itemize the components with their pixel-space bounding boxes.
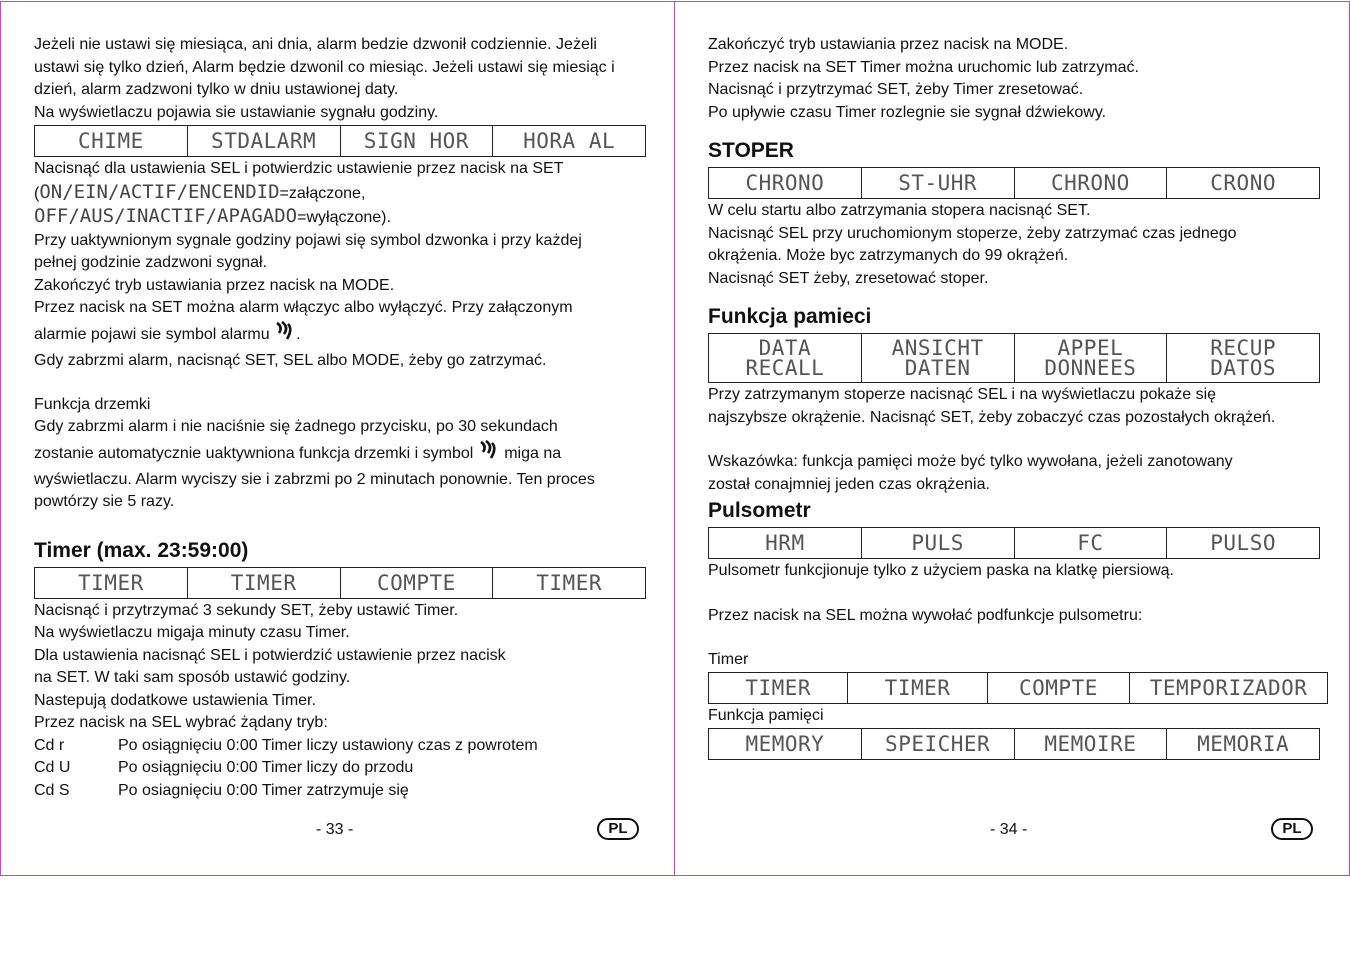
lcd-cell: STDALARM	[187, 126, 340, 157]
alarm-icon	[478, 440, 500, 460]
paragraph: Przez nacisk na SET można alarm włączyc albo wyłączyć. Przy załączonym	[34, 299, 573, 316]
paragraph: pełnej godzinie zadzwoni sygnał.	[34, 254, 268, 271]
paragraph: Przez nacisk na SET Timer można uruchomic lub zatrzymać.	[708, 58, 1139, 76]
mode-row	[34, 780, 646, 803]
paragraph: ustawi się tylko dzień, Alarm będzie dzwonil co miesiąc. Jeżeli ustawi się miesiąc i	[34, 58, 615, 76]
paragraph: Zakończyć tryb ustawiania przez nacisk na MODE.	[34, 276, 395, 294]
paragraph: zostanie automatycznie uaktywniona funkcja drzemki i symbol	[34, 444, 474, 462]
paren: (	[34, 184, 40, 202]
on-meaning: =załączone,	[279, 184, 366, 202]
timer-heading: Timer (max. 23:59:00)	[34, 538, 249, 562]
paragraph: W celu startu albo zatrzymania stopera nacisnąć SET.	[708, 202, 1091, 219]
off-meaning: =wyłączone).	[297, 209, 391, 226]
period: .	[296, 325, 301, 343]
left-column	[34, 34, 646, 802]
alarm-icon	[274, 321, 296, 341]
right-column	[708, 34, 1328, 761]
paragraph: Pulsometr funkcjionuje tylko z użyciem paska na klatkę piersiową.	[708, 562, 1174, 579]
paragraph: Nacisnąć i przytrzymać SET, żeby Timer zresetować.	[708, 81, 1084, 98]
lcd-line: DATEN	[904, 356, 971, 380]
paragraph: okrążenia. Może byc zatrzymanych do 99 okrążeń.	[708, 247, 1069, 264]
stoper-heading: STOPER	[708, 139, 794, 162]
lcd-cell: MEMORIA	[1167, 729, 1320, 760]
paragraph: na SET. W taki sam sposób ustawić godziny.	[34, 669, 351, 686]
lcd-cell: TIMER	[709, 673, 848, 704]
lcd-cell: FC	[1014, 528, 1167, 559]
lcd-cell: SPEICHER	[861, 729, 1014, 760]
paragraph: Gdy zabrzmi alarm, nacisnąć SET, SEL albo MODE, żeby go zatrzymać.	[34, 351, 547, 369]
sub-memory-display-table	[708, 728, 1320, 760]
lcd-cell: CHIME	[35, 126, 188, 157]
sub-timer-title: Timer	[708, 651, 749, 668]
paragraph: Na wyświetlaczu migaja minuty czasu Timer.	[34, 624, 350, 641]
mode-key: Cd S	[34, 781, 70, 799]
lcd-cell: PULS	[861, 528, 1014, 559]
lcd-cell: PULSO	[1167, 528, 1320, 559]
paragraph: Nacisnąć i przytrzymać 3 sekundy SET, żeby ustawić Timer.	[34, 601, 459, 619]
lcd-cell: MEMORY	[709, 729, 862, 760]
paragraph: Nacisnąć SET żeby, zresetować stoper.	[708, 269, 989, 287]
lcd-line: ANSICHT	[891, 336, 984, 360]
page-number: - 33 -	[316, 821, 354, 838]
lcd-cell: SIGN HOR	[340, 126, 493, 157]
snooze-symbol-line	[34, 439, 646, 469]
sub-timer-display-table	[708, 672, 1328, 704]
lcd-cell: TIMER	[187, 567, 340, 598]
lcd-cell: HRM	[709, 528, 862, 559]
alarm-symbol-line	[34, 320, 646, 350]
paragraph: został conajmniej jeden czas okrążenia.	[708, 475, 990, 493]
lcd-cell: TIMER	[35, 567, 188, 598]
lcd-cell: TEMPORIZADOR	[1130, 673, 1328, 704]
lcd-line: DONNEES	[1044, 356, 1137, 380]
paragraph: powtórzy sie 5 razy.	[34, 493, 175, 510]
mode-text: Po osiągnięciu 0:00 Timer liczy do przodu	[118, 759, 414, 776]
lcd-cell	[1167, 334, 1320, 383]
language-badge: PL	[597, 818, 639, 840]
lcd-cell: TIMER	[848, 673, 987, 704]
mode-key: Cd r	[34, 736, 65, 754]
paragraph: alarmie pojawi sie symbol alarmu	[34, 325, 270, 343]
paragraph: Na wyświetlaczu pojawia sie ustawianie sygnału godziny.	[34, 103, 439, 121]
snooze-title: Funkcja drzemki	[34, 396, 151, 413]
paragraph: Nastepują dodatkowe ustawienia Timer.	[34, 691, 316, 709]
lcd-cell	[1014, 334, 1167, 383]
paragraph: Przez nacisk na SEL można wywołać podfunkcje pulsometru:	[708, 606, 1143, 624]
paragraph: Gdy zabrzmi alarm i nie naciśnie się żadnego przycisku, po 30 sekundach	[34, 418, 558, 435]
lcd-cell: COMPTE	[987, 673, 1129, 704]
paragraph: Jeżeli nie ustawi się miesiąca, ani dnia, alarm bedzie dzwonił codziennie. Jeżeli	[34, 36, 597, 53]
mode-row	[34, 757, 646, 780]
on-values: ON/EIN/ACTIF/ENCENDID	[39, 180, 280, 203]
paragraph: Przez nacisk na SEL wybrać żądany tryb:	[34, 714, 328, 731]
lcd-line: APPEL	[1057, 336, 1124, 360]
lcd-line: RECALL	[745, 356, 825, 380]
lcd-cell: ST-UHR	[861, 168, 1014, 199]
off-line	[34, 205, 646, 230]
lcd-cell: COMPTE	[340, 567, 493, 598]
paragraph: Przy uaktywnionym sygnale godziny pojawi się symbol dzwonka i przy każdej	[34, 231, 582, 249]
lcd-cell	[709, 334, 862, 383]
paragraph: Wskazówka: funkcja pamięci może być tylko wywołana, jeżeli zanotowany	[708, 453, 1233, 470]
lcd-cell	[861, 334, 1014, 383]
paragraph: Zakończyć tryb ustawiania przez nacisk na MODE.	[708, 36, 1069, 53]
lcd-cell: CRONO	[1167, 168, 1320, 199]
paragraph: miga na	[504, 444, 562, 462]
lcd-cell: HORA AL	[493, 126, 646, 157]
paragraph: Nacisnąć dla ustawienia SEL i potwierdzic ustawienie przez nacisk na SET	[34, 160, 564, 177]
mode-key: Cd U	[34, 759, 71, 776]
memory-display-table	[708, 333, 1320, 383]
lcd-cell: TIMER	[493, 567, 646, 598]
timer-display-table	[34, 567, 646, 599]
memory-heading: Funkcja pamieci	[708, 305, 872, 328]
pulse-heading: Pulsometr	[708, 499, 811, 522]
paragraph: dzień, alarm zadzwoni tylko w dniu ustawionej daty.	[34, 81, 399, 98]
language-badge: PL	[1271, 818, 1313, 840]
lcd-line: DATOS	[1210, 356, 1276, 380]
on-line	[34, 181, 646, 206]
stoper-display-table	[708, 167, 1320, 199]
mode-text: Po osiągnięciu 0:00 Timer liczy ustawiony czas z powrotem	[118, 736, 538, 754]
mode-row	[34, 735, 646, 758]
paragraph: Po upływie czasu Timer rozlegnie sie sygnał dźwiekowy.	[708, 103, 1107, 121]
pulse-display-table	[708, 527, 1320, 559]
paragraph: Nacisnąć SEL przy uruchomionym stoperze, żeby zatrzymać czas jednego	[708, 224, 1237, 242]
lcd-line: RECUP	[1210, 336, 1276, 360]
page-number: - 34 -	[990, 821, 1028, 838]
paragraph: najszybsze okrążenie. Nacisnąć SET, żeby zobaczyć czas pozostałych okrążeń.	[708, 408, 1276, 426]
mode-text: Po osiagnięciu 0:00 Timer zatrzymuje się	[118, 781, 409, 799]
lcd-cell: CHRONO	[1014, 168, 1167, 199]
paragraph: wyświetlaczu. Alarm wyciszy sie i zabrzmi po 2 minutach ponownie. Ten proces	[34, 470, 595, 488]
chime-display-table	[34, 125, 646, 157]
lcd-cell: CHRONO	[709, 168, 862, 199]
paragraph: Dla ustawienia nacisnąć SEL i potwierdzić ustawienie przez nacisk	[34, 646, 506, 664]
off-values: OFF/AUS/INACTIF/APAGADO	[34, 205, 298, 227]
paragraph: Przy zatrzymanym stoperze nacisnąć SEL i na wyświetlaczu pokaże się	[708, 386, 1217, 403]
sub-memory-title: Funkcja pamięci	[708, 707, 824, 724]
lcd-line: DATA	[758, 336, 812, 360]
lcd-cell: MEMOIRE	[1014, 729, 1167, 760]
